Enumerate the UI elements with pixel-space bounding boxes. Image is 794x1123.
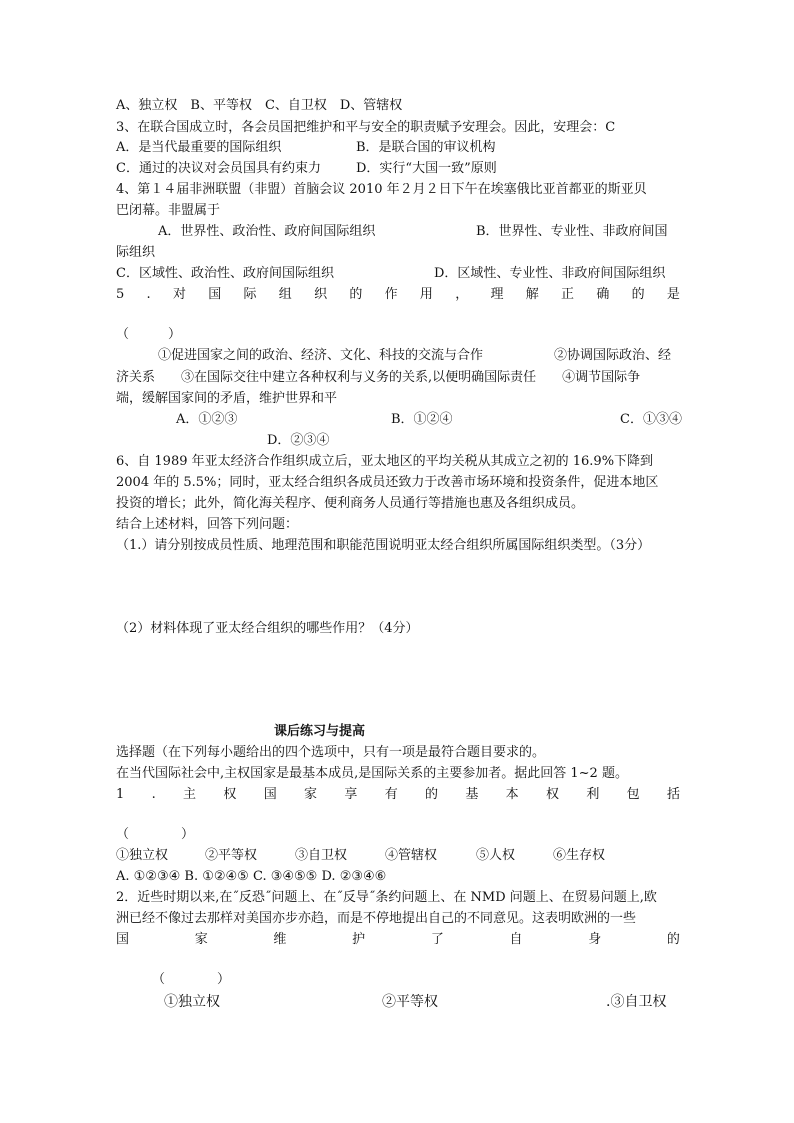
- q5-option-d: D．②③④: [267, 433, 330, 448]
- q6-line1: 6、自 1989 年亚太经济合作组织成立后，亚太地区的平均关税从其成立之初的 16.9%下降到: [116, 454, 654, 469]
- q5-item-2: ②协调国际政治、经: [554, 348, 672, 363]
- p1-stem-char: 括: [666, 787, 680, 802]
- p1-item: ③自卫权: [295, 848, 348, 863]
- q5-stem-char: 的: [349, 287, 363, 302]
- p1-item: ②平等权: [205, 848, 258, 863]
- q6-subquestion-1: （1.）请分别按成员性质、地理范围和职能范围说明亚太经合组织所属国际组织类型。（3分）: [116, 538, 651, 553]
- p2-item: ①独立权: [164, 994, 220, 1010]
- q5-stem-char: .: [146, 287, 151, 302]
- q5-stem-char: 用: [419, 287, 433, 302]
- q5-items-line3: 端，缓解国家间的矛盾，维护世界和平: [116, 391, 338, 406]
- p1-options: A. ①②③④ B. ①②④⑤ C. ③④⑤⑤ D. ②③④⑥: [116, 869, 387, 884]
- q4-option-b: B．世界性、专业性、非政府间国: [476, 224, 668, 239]
- q3-option-c: C．通过的决议对会员国具有约束力: [116, 161, 321, 176]
- q3-option-d: D．实行“大国一致”原则: [356, 161, 497, 176]
- q5-items-line2: 济关系 ③在国际交往中建立各种权利与义务的关系,以便明确国际责任 ④调节国际争: [116, 370, 641, 385]
- q5-answer-paren: （ ）: [116, 327, 182, 342]
- p1-stem-char: .: [151, 787, 156, 802]
- q4-option-c: C．区域性、政治性、政府间国际组织: [116, 266, 334, 281]
- q5-stem-char: 确: [596, 287, 610, 302]
- p2-item: .③自卫权: [606, 994, 667, 1010]
- p1-stem-char: 包: [626, 787, 640, 802]
- q5-stem-char: 国: [208, 287, 222, 302]
- q5-stem-char: ，: [455, 287, 469, 302]
- p1-stem-char: 基: [465, 787, 479, 802]
- p1-stem-char: 享: [344, 787, 358, 802]
- q5-stem-char: 际: [243, 287, 257, 302]
- q4-option-a: A．世界性、政治性、政府间国际组织: [158, 224, 376, 239]
- p1-item: ①独立权: [116, 848, 169, 863]
- q3-option-b: B．是联合国的审议机构: [356, 140, 496, 155]
- p2-stem-char: 身: [588, 932, 602, 947]
- q5-stem-char: 解: [525, 287, 539, 302]
- q5-stem-char: 作: [384, 287, 398, 302]
- p1-stem-char: 利: [586, 787, 600, 802]
- q4-option-b-cont: 际组织: [116, 245, 156, 260]
- p2-stem-char: 护: [352, 932, 366, 947]
- p1-stem-char: 权: [223, 787, 237, 802]
- q5-option-b: B．①②④: [391, 412, 453, 427]
- q5-stem-char: 的: [631, 287, 645, 302]
- section-instruction: 选择题（在下列每小题给出的四个选项中，只有一项是最符合题目要求的。: [116, 745, 546, 760]
- q5-stem-char: 理: [490, 287, 504, 302]
- q4-stem-line1: 4、第１４届非洲联盟（非盟）首脑会议 2010 年２月２日下午在埃塞俄比亚首都亚的斯亚贝: [116, 182, 647, 197]
- section-title: 课后练习与提高: [274, 724, 366, 739]
- p1-stem-char: 1: [116, 787, 125, 802]
- p2-stem-char: 国: [116, 932, 130, 947]
- p1-item: ⑥生存权: [553, 848, 606, 863]
- q6-line4: 结合上述材料，回答下列问题：: [116, 517, 299, 532]
- p2-stem-char: 自: [509, 932, 523, 947]
- q5-stem-char: 组: [278, 287, 292, 302]
- q5-option-a: A．①②③: [176, 412, 238, 427]
- p2-stem-char: 了: [430, 932, 444, 947]
- q5-stem-char: 对: [172, 287, 186, 302]
- p1-stem-char: 主: [183, 787, 197, 802]
- p2-stem-char: 家: [194, 932, 208, 947]
- q5-stem-char: 织: [314, 287, 328, 302]
- p2-stem: [116, 930, 680, 950]
- p2-stem-char: 的: [666, 932, 680, 947]
- p2-line1: 2．近些时期以来,在˝反恐˝问题上、在˝反导˝条约问题上、在 NMD 问题上、在贸易问题上,欧: [116, 890, 657, 905]
- p1-stem-char: 家: [304, 787, 318, 802]
- p1-stem: [116, 785, 680, 805]
- q4-stem-line2: 巴闭幕。非盟属于: [116, 203, 221, 218]
- q5-stem-char: 正: [561, 287, 575, 302]
- p2-line2: 洲已经不像过去那样对美国亦步亦趋，而是不停地提出自己的不同意见。这表明欧洲的一些: [116, 911, 637, 926]
- p1-stem-char: 国: [263, 787, 277, 802]
- p2-stem-char: 维: [273, 932, 287, 947]
- q6-line3: 投资的增长；此外，简化海关程序、便利商务人员通行等措施也惠及各组织成员。: [116, 496, 585, 511]
- q5-stem: [116, 285, 680, 305]
- p1-stem-char: 的: [425, 787, 439, 802]
- p1-stem-char: 有: [384, 787, 398, 802]
- q2-options: A、独立权 B、平等权 C、自卫权 D、管辖权: [116, 98, 403, 113]
- p1-stem-char: 本: [505, 787, 519, 802]
- p1-stem-char: 权: [546, 787, 560, 802]
- q5-item-1: ①促进国家之间的政治、经济、文化、科技的交流与合作: [158, 348, 484, 363]
- q4-option-d: D．区域性、专业性、非政府间国际组织: [434, 266, 666, 281]
- q3-option-a: A．是当代最重要的国际组织: [116, 140, 282, 155]
- p2-answer-paren: （ ）: [152, 972, 231, 987]
- p1-item: ⑤人权: [476, 848, 516, 863]
- q6-subquestion-2: （2）材料体现了亚太经合组织的哪些作用？（4分）: [116, 621, 419, 636]
- p1-answer-paren: （ ）: [116, 827, 195, 842]
- section-intro: 在当代国际社会中,主权国家是最基本成员,是国际关系的主要参加者。据此回答 1~2 题。: [116, 766, 628, 781]
- p1-item: ④管辖权: [385, 848, 438, 863]
- q3-stem: 3、在联合国成立时，各会员国把维护和平与安全的职责赋予安理会。因此，安理会：C: [116, 120, 616, 135]
- q5-option-c: C．①③④: [620, 412, 682, 427]
- q6-line2: 2004 年的 5.5%；同时，亚太经合组织各成员还致力于改善市场环境和投资条件，促进本地区: [116, 475, 659, 490]
- q5-stem-char: 是: [666, 287, 680, 302]
- p2-item: ②平等权: [382, 994, 438, 1010]
- q5-stem-char: 5: [116, 287, 125, 302]
